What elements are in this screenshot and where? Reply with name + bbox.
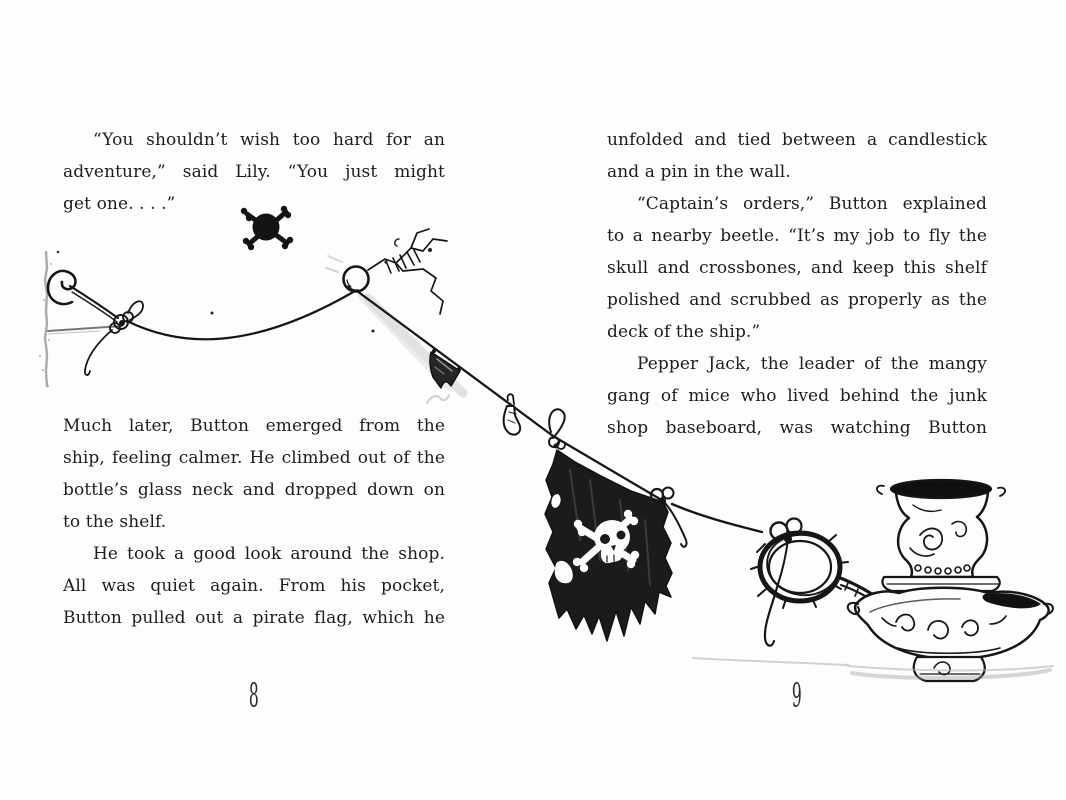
tiny-underpants: [430, 349, 461, 388]
pirate-flag: [545, 450, 686, 641]
text-line: ship, feeling calmer. He climbed out of the: [63, 448, 445, 468]
rope-loose-end: [765, 584, 778, 646]
text-line: Much later, Button emerged from the: [63, 416, 445, 436]
clothesline-sag: [127, 291, 355, 339]
wall-cracks: [368, 229, 447, 314]
text-line: shop baseboard, was watching Button: [607, 418, 987, 438]
ground-shadow: [693, 658, 1053, 678]
right-page-text: [607, 124, 987, 444]
text-line: and a pin in the wall.: [607, 162, 791, 182]
line-loop-knot: [549, 409, 565, 449]
ink-specks: [57, 239, 449, 403]
tiny-sock: [504, 394, 521, 434]
pin-in-wall: [326, 229, 463, 393]
text-line: Pepper Jack, the leader of the mangy: [637, 354, 987, 374]
left-page-number: [63, 678, 445, 714]
text-line: polished and scrubbed as properly as the: [607, 290, 987, 310]
page-number-digit: 8: [249, 677, 259, 715]
text-line: gang of mice who lived behind the junk: [607, 386, 987, 406]
text-line: bottle’s glass neck and dropped down on: [63, 480, 445, 500]
left-page-text-top: [63, 124, 445, 220]
rope-bow: [771, 519, 802, 585]
flag-tie-bow: [651, 488, 686, 547]
text-line: deck of the ship.”: [607, 322, 761, 342]
text-line: All was quiet again. From his pocket,: [63, 576, 445, 596]
skull-and-crossbones-icon: [573, 510, 639, 572]
candlestick: [848, 480, 1053, 681]
text-line: “Captain’s orders,” Button explained: [637, 194, 987, 214]
left-page-text-bottom: [63, 410, 445, 634]
text-line: to a nearby beetle. “It’s my job to fly the: [607, 226, 987, 246]
right-page-number: [607, 678, 987, 714]
text-line: to the shelf.: [63, 512, 167, 532]
text-line: Button pulled out a pirate flag, which he: [63, 608, 445, 628]
text-line: skull and crossbones, and keep this shelf: [607, 258, 987, 278]
rope-coil: [672, 504, 900, 646]
text-line: adventure,” said Lily. “You just might: [63, 162, 445, 182]
wall-hook: [48, 271, 355, 375]
text-line: unfolded and tied between a candlestick: [607, 130, 987, 150]
page-number-digit: 9: [792, 677, 802, 715]
text-line: “You shouldn’t wish too hard for an: [93, 130, 445, 150]
text-line: get one. . . .”: [63, 194, 176, 214]
text-line: He took a good look around the shop.: [93, 544, 445, 564]
wall-edge: [39, 252, 52, 387]
